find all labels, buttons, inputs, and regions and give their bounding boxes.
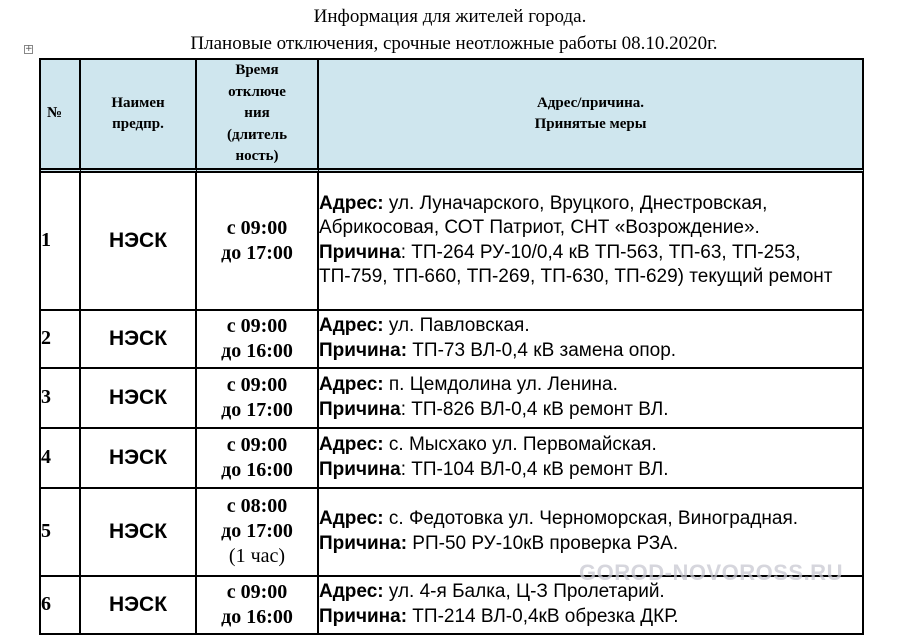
row-address-reason: [319, 173, 864, 311]
row-organization: НЭСК: [81, 489, 197, 577]
address-label: Адрес:: [319, 508, 384, 529]
reason-text: ТП-214 ВЛ-0,4кВ обрезка ДКР.: [407, 605, 679, 627]
reason-label: Причина: [319, 458, 401, 480]
reason-label: Причина:: [319, 532, 408, 554]
reason-text: ТП-73 ВЛ-0,4 кВ замена опор.: [407, 339, 677, 361]
table-row: [41, 429, 864, 489]
header-address-line: Принятые меры: [534, 115, 647, 132]
address-label: Адрес:: [319, 434, 384, 455]
reason-label: Причина:: [319, 339, 408, 361]
row-organization: НЭСК: [81, 429, 197, 489]
row-time: [197, 489, 319, 577]
header-address-line: Адрес/причина.: [536, 94, 645, 111]
row-time: [197, 311, 319, 369]
row-organization: НЭСК: [81, 369, 197, 429]
time-from: с 09:00: [226, 373, 288, 396]
reason-line: [319, 398, 862, 423]
time-to: до 17:00: [221, 398, 293, 421]
address-label: Адрес:: [319, 581, 384, 602]
address-text: ул. Павловская.: [383, 315, 530, 336]
reason-label: Причина: [319, 398, 401, 420]
time-from: с 09:00: [226, 433, 288, 456]
watermark: GOROD-NOVOROSS.RU: [579, 560, 843, 585]
reason-label: Причина: [319, 241, 401, 263]
move-cross-icon[interactable]: +: [25, 44, 33, 54]
table-header-row: [41, 60, 864, 173]
table-row: [41, 173, 864, 311]
reason-line: [319, 339, 862, 364]
row-address-reason: [319, 369, 864, 429]
header-time-line: Время: [235, 62, 279, 78]
address-text: с. Мысхако ул. Первомайская.: [383, 434, 657, 455]
address-label: Адрес:: [319, 192, 384, 214]
row-organization: НЭСК: [81, 577, 197, 635]
reason-line: [319, 532, 862, 557]
reason-text: : ТП-264 РУ-10/0,4 кВ ТП-563, ТП-63, ТП-253, ТП-759, ТП-660, ТП-269, ТП-630, ТП-629) текущий ремонт: [319, 241, 833, 287]
time-from: с 09:00: [226, 216, 288, 239]
page-subtitle: Плановые отключения, срочные неотложные работы 08.10.2020г.: [190, 33, 718, 54]
row-number: 4: [41, 429, 81, 489]
row-address-reason: [319, 311, 864, 369]
header-address: [319, 60, 864, 173]
time-duration: (1 час): [228, 545, 286, 567]
reason-line: [319, 458, 862, 483]
header-time-line: (длитель: [226, 126, 287, 143]
reason-line: [319, 605, 862, 630]
reason-text: РП-50 РУ-10кВ проверка РЗА.: [407, 532, 679, 554]
time-to: до 16:00: [221, 339, 293, 362]
row-number: 6: [41, 577, 81, 635]
outage-table: [39, 58, 864, 635]
table-row: [41, 369, 864, 429]
table-row: [41, 311, 864, 369]
header-time-line: ность): [235, 148, 279, 164]
row-time: [197, 369, 319, 429]
address-label: Адрес:: [319, 315, 384, 336]
row-address-reason: [319, 429, 864, 489]
header-org: [81, 60, 197, 173]
address-text: ул. 4-я Балка, Ц-З Пролетарий.: [383, 581, 665, 602]
address-line: [319, 192, 862, 241]
page-title: Информация для жителей города.: [313, 6, 587, 27]
header-org-line: Наимен: [111, 94, 165, 111]
address-text: п. Цемдолина ул. Ленина.: [383, 374, 618, 395]
address-text: ул. Луначарского, Вруцкого, Днестровская, Абрикосовая, СОТ Патриот, СНТ «Возрождение».: [319, 192, 768, 238]
address-line: [319, 314, 862, 339]
row-time: [197, 429, 319, 489]
row-number: 5: [41, 489, 81, 577]
header-time-line: ния: [244, 105, 270, 121]
row-number: 3: [41, 369, 81, 429]
row-time: [197, 173, 319, 311]
header-num: №: [41, 60, 81, 173]
header-time-line: отключе: [228, 83, 286, 100]
time-to: до 17:00: [221, 520, 293, 542]
reason-label: Причина:: [319, 605, 408, 627]
reason-text: : ТП-826 ВЛ-0,4 кВ ремонт ВЛ.: [400, 398, 669, 420]
time-to: до 16:00: [221, 605, 293, 628]
time-to: до 16:00: [221, 458, 293, 481]
row-time: [197, 577, 319, 635]
address-label: Адрес:: [319, 374, 384, 395]
header-time: [197, 60, 319, 173]
reason-line: [319, 241, 862, 290]
address-line: [319, 433, 862, 458]
address-line: [319, 507, 862, 532]
time-from: с 09:00: [226, 314, 288, 337]
time-to: до 17:00: [221, 241, 293, 264]
reason-text: : ТП-104 ВЛ-0,4 кВ ремонт ВЛ.: [400, 458, 669, 480]
row-number: 2: [41, 311, 81, 369]
header-org-line: предпр.: [112, 115, 164, 132]
address-text: с. Федотовка ул. Черноморская, Виноградная.: [383, 508, 799, 529]
row-number: 1: [41, 173, 81, 311]
row-organization: НЭСК: [81, 311, 197, 369]
address-line: [319, 373, 862, 398]
row-organization: НЭСК: [81, 173, 197, 311]
time-from: с 09:00: [226, 580, 288, 603]
time-from: с 08:00: [226, 495, 288, 517]
